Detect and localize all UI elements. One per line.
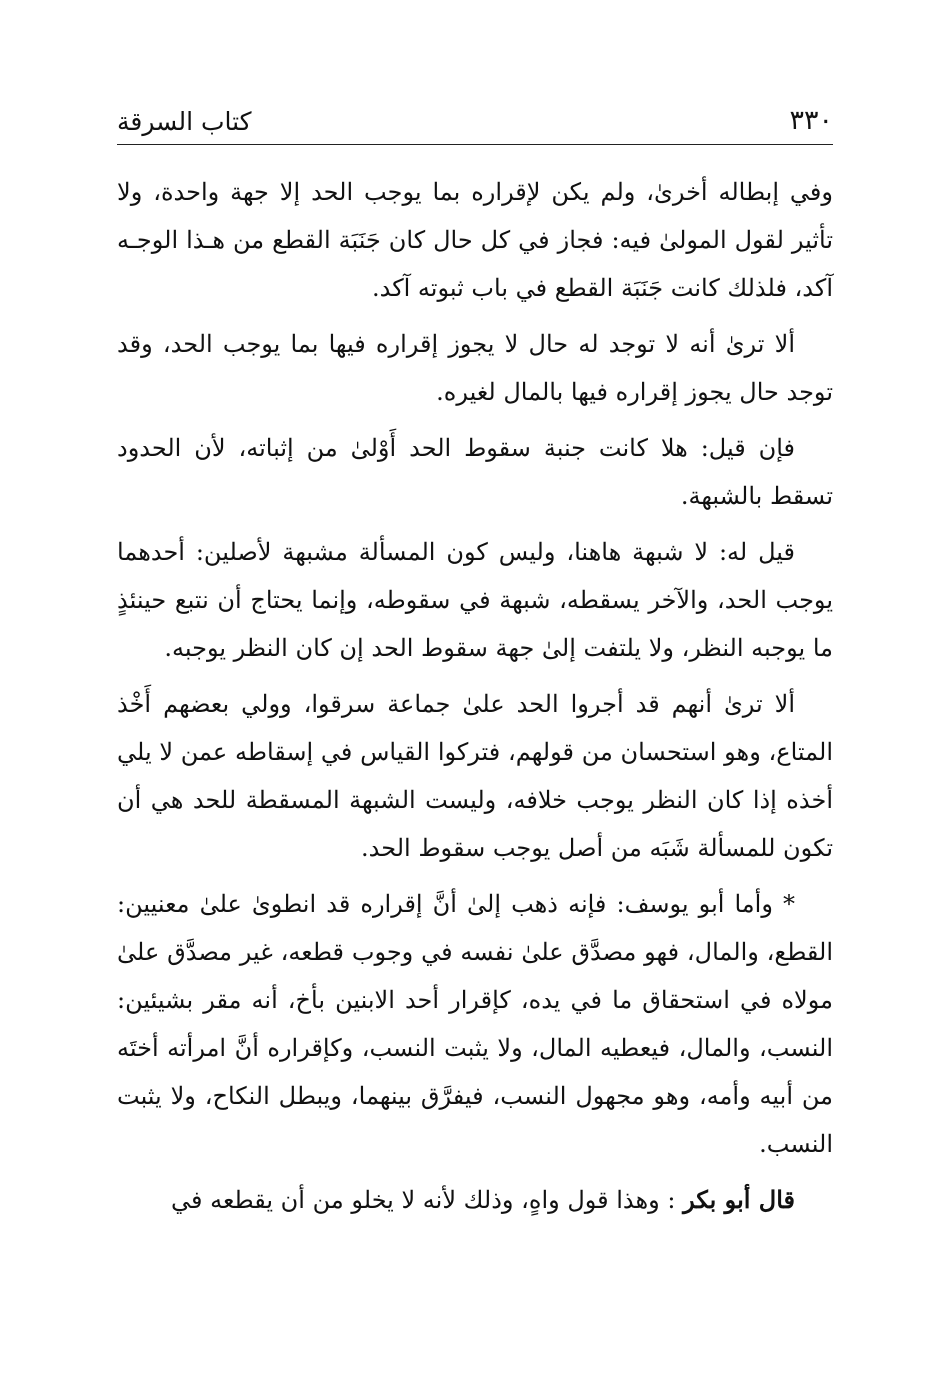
paragraph: وفي إبطاله أخرىٰ، ولم يكن لإقراره بما يوجب الحد إلا جهة واحدة، ولا تأثير لقول المولىٰ فيه: فجاز في كل حال كان جَنَبَة القطع من هـذا الوجـه آكد، فلذلك كانت جَنَبَة القطع في باب ثبوته آكد. <box>117 178 833 302</box>
body-text <box>117 168 833 1232</box>
header-divider <box>117 144 833 145</box>
page-number: ٣٣٠ <box>789 105 833 136</box>
paragraph: ألا ترىٰ أنه لا توجد له حال لا يجوز إقراره فيها بما يوجب الحد، وقد توجد حال يجوز إقراره فيها بالمال لغيره. <box>117 330 833 406</box>
paragraph <box>117 1176 833 1224</box>
paragraph: ألا ترىٰ أنهم قد أجروا الحد علىٰ جماعة سرقوا، وولي بعضهم أَخْذ المتاع، وهو استحسان من قولهم، فتركوا القياس في إسقاطه عمن لا يلي أخذه إذا كان النظر يوجب خلافه، وليست الشبهة المسقطة للحد هي أن تكون للمسألة شَبَه من أصل يوجب سقوط الحد. <box>117 690 833 862</box>
paragraph: * وأما أبو يوسف: فإنه ذهب إلىٰ أنَّ إقراره قد انطوىٰ علىٰ معنيين: القطع، والمال، فهو مصدَّق علىٰ نفسه في وجوب قطعه، غير مصدَّق علىٰ مولاه في استحقاق ما في يده، كإقرار أحد الابنين بأخ، أنه مقر بشيئين: النسب، والمال، فيعطيه المال، ولا يثبت النسب، وكإقراره أنَّ امرأته أختَه من أبيه وأمه، وهو مجهول النسب، فيفرَّق بينهما، ويبطل النكاح، ولا يثبت النسب. <box>117 890 833 1158</box>
paragraph: قيل له: لا شبهة هاهنا، وليس كون المسألة مشبهة لأصلين: أحدهما يوجب الحد، والآخر يسقطه، شبهة في سقوطه، وإنما يحتاج أن نتبع حينئذٍ ما يوجبه النظر، ولا يلتفت إلىٰ جهة سقوط الحد إن كان النظر يوجبه. <box>117 538 833 662</box>
paragraph: فإن قيل: هلا كانت جنبة سقوط الحد أَوْلىٰ من إثباته، لأن الحدود تسقط بالشبهة. <box>117 434 833 510</box>
paragraph-text: : وهذا قول واهٍ، وذلك لأنه لا يخلو من أن يقطعه في <box>170 1186 676 1214</box>
chapter-title: كتاب السرقة <box>117 107 252 136</box>
speaker-label: قال أبو بكر <box>683 1185 795 1214</box>
page-header <box>117 100 833 136</box>
book-page <box>117 0 833 1378</box>
